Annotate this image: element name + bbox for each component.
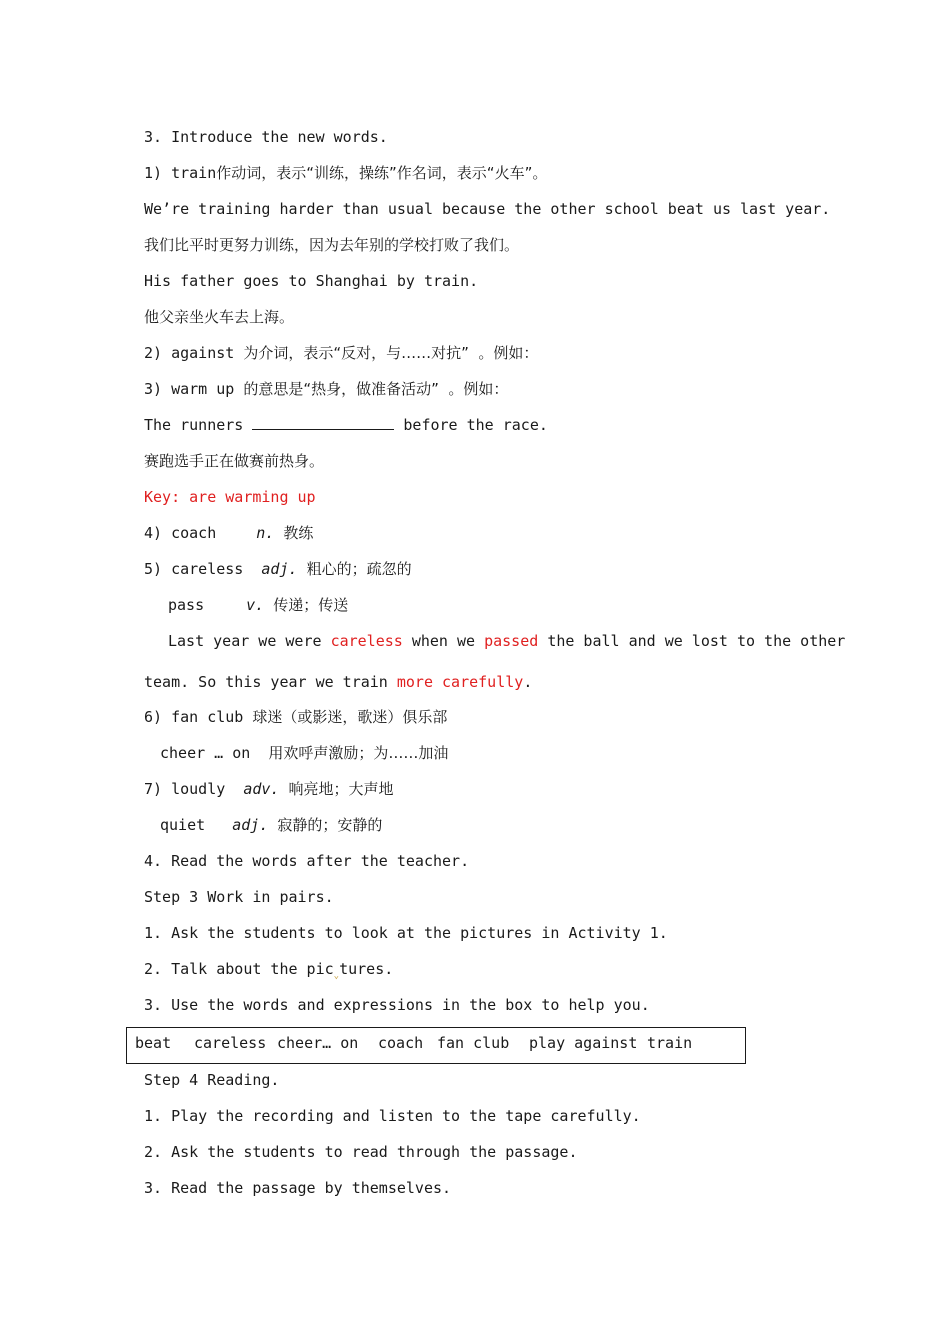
section-heading-new-words: 3. Introduce the new words. [144, 128, 388, 146]
term: cheer … on [160, 744, 251, 762]
term: 6) fan club [144, 708, 244, 726]
example-sentence: His father goes to Shanghai by train. [144, 272, 479, 290]
sentence-end: before the race. [403, 416, 548, 434]
part-of-speech: adv. [243, 780, 280, 798]
vocab-quiet [160, 815, 382, 835]
vocab-train [144, 163, 547, 183]
step-heading: Step 3 Work in pairs. [144, 888, 334, 906]
definition: 教练 [283, 524, 314, 542]
word-box-item: beat [135, 1034, 172, 1052]
word-box-item: train [647, 1034, 693, 1052]
example-translation: 他父亲坐火车去上海。 [144, 308, 295, 326]
instruction: 3. Read the passage by themselves. [144, 1179, 452, 1197]
vocab-cheer-on [160, 743, 448, 763]
highlight-more-carefully: more carefully [396, 673, 524, 691]
word-box-item: careless [194, 1034, 267, 1052]
vocab-coach [144, 523, 313, 543]
edit-mark-icon: ⌄ [333, 971, 340, 981]
term: 5) careless [144, 560, 244, 578]
definition: 传递；传送 [273, 596, 349, 614]
term: 2) against [144, 344, 235, 362]
example-translation: 赛跑选手正在做赛前热身。 [144, 452, 325, 470]
definition: 球迷（或影迷，歌迷）俱乐部 [252, 708, 448, 726]
part-of-speech: adj. [232, 816, 269, 834]
vocab-pass [168, 595, 348, 615]
term: quiet [160, 816, 206, 834]
example-sentence: Last year we were careless when we passed the ball and we lost to the other [168, 632, 846, 650]
instruction: 1. Play the recording and listen to the tape carefully. [144, 1107, 641, 1125]
instruction: 2. Talk about the pic$_⌄$tures. [144, 960, 394, 981]
part-of-speech: n. [256, 524, 275, 542]
answer-blank [252, 415, 394, 430]
example-sentence-continued: team. So this year we train more carefully. [144, 673, 533, 691]
definition: 粗心的；疏忽的 [306, 560, 412, 578]
definition: 作动词，表示“训练，操练”作名词，表示“火车”。 [216, 164, 548, 182]
definition: 的意思是“热身，做准备活动” 。例如： [243, 380, 509, 398]
highlight-passed: passed [484, 632, 539, 650]
instruction: 3. Use the words and expressions in the box to help you. [144, 996, 650, 1014]
term: 1) train [144, 164, 217, 182]
fill-in-sentence [144, 415, 548, 435]
definition: 响亮地；大声地 [288, 780, 394, 798]
part-of-speech: adj. [261, 560, 298, 578]
instruction: 2. Ask the students to read through the passage. [144, 1143, 578, 1161]
part-of-speech: v. [246, 596, 265, 614]
definition: 用欢呼声激励；为……加油 [268, 744, 449, 762]
word-box [126, 1027, 746, 1064]
example-sentence: We’re training harder than usual because the other school beat us last year. [144, 200, 831, 218]
vocab-loudly [144, 779, 394, 799]
word-box-item: coach [378, 1034, 424, 1052]
answer-key: Key: are warming up [144, 488, 316, 506]
vocab-warm-up [144, 379, 508, 399]
definition: 寂静的；安静的 [277, 816, 383, 834]
term: 4) coach [144, 524, 217, 542]
vocab-fan-club [144, 707, 447, 727]
highlight-careless: careless [330, 632, 403, 650]
word-box-item: cheer… on [277, 1034, 359, 1052]
instruction: 1. Ask the students to look at the pictures in Activity 1. [144, 924, 668, 942]
word-box-item: fan club [437, 1034, 510, 1052]
definition: 为介词，表示“反对，与……对抗” 。例如： [243, 344, 539, 362]
sentence-start: The runners [144, 416, 244, 434]
vocab-careless [144, 559, 412, 579]
example-translation: 我们比平时更努力训练，因为去年别的学校打败了我们。 [144, 236, 520, 254]
term: pass [168, 596, 205, 614]
vocab-against [144, 343, 538, 363]
step-heading: Step 4 Reading. [144, 1071, 280, 1089]
word-box-item: play against [529, 1034, 638, 1052]
term: 7) loudly [144, 780, 226, 798]
term: 3) warm up [144, 380, 235, 398]
instruction: 4. Read the words after the teacher. [144, 852, 470, 870]
